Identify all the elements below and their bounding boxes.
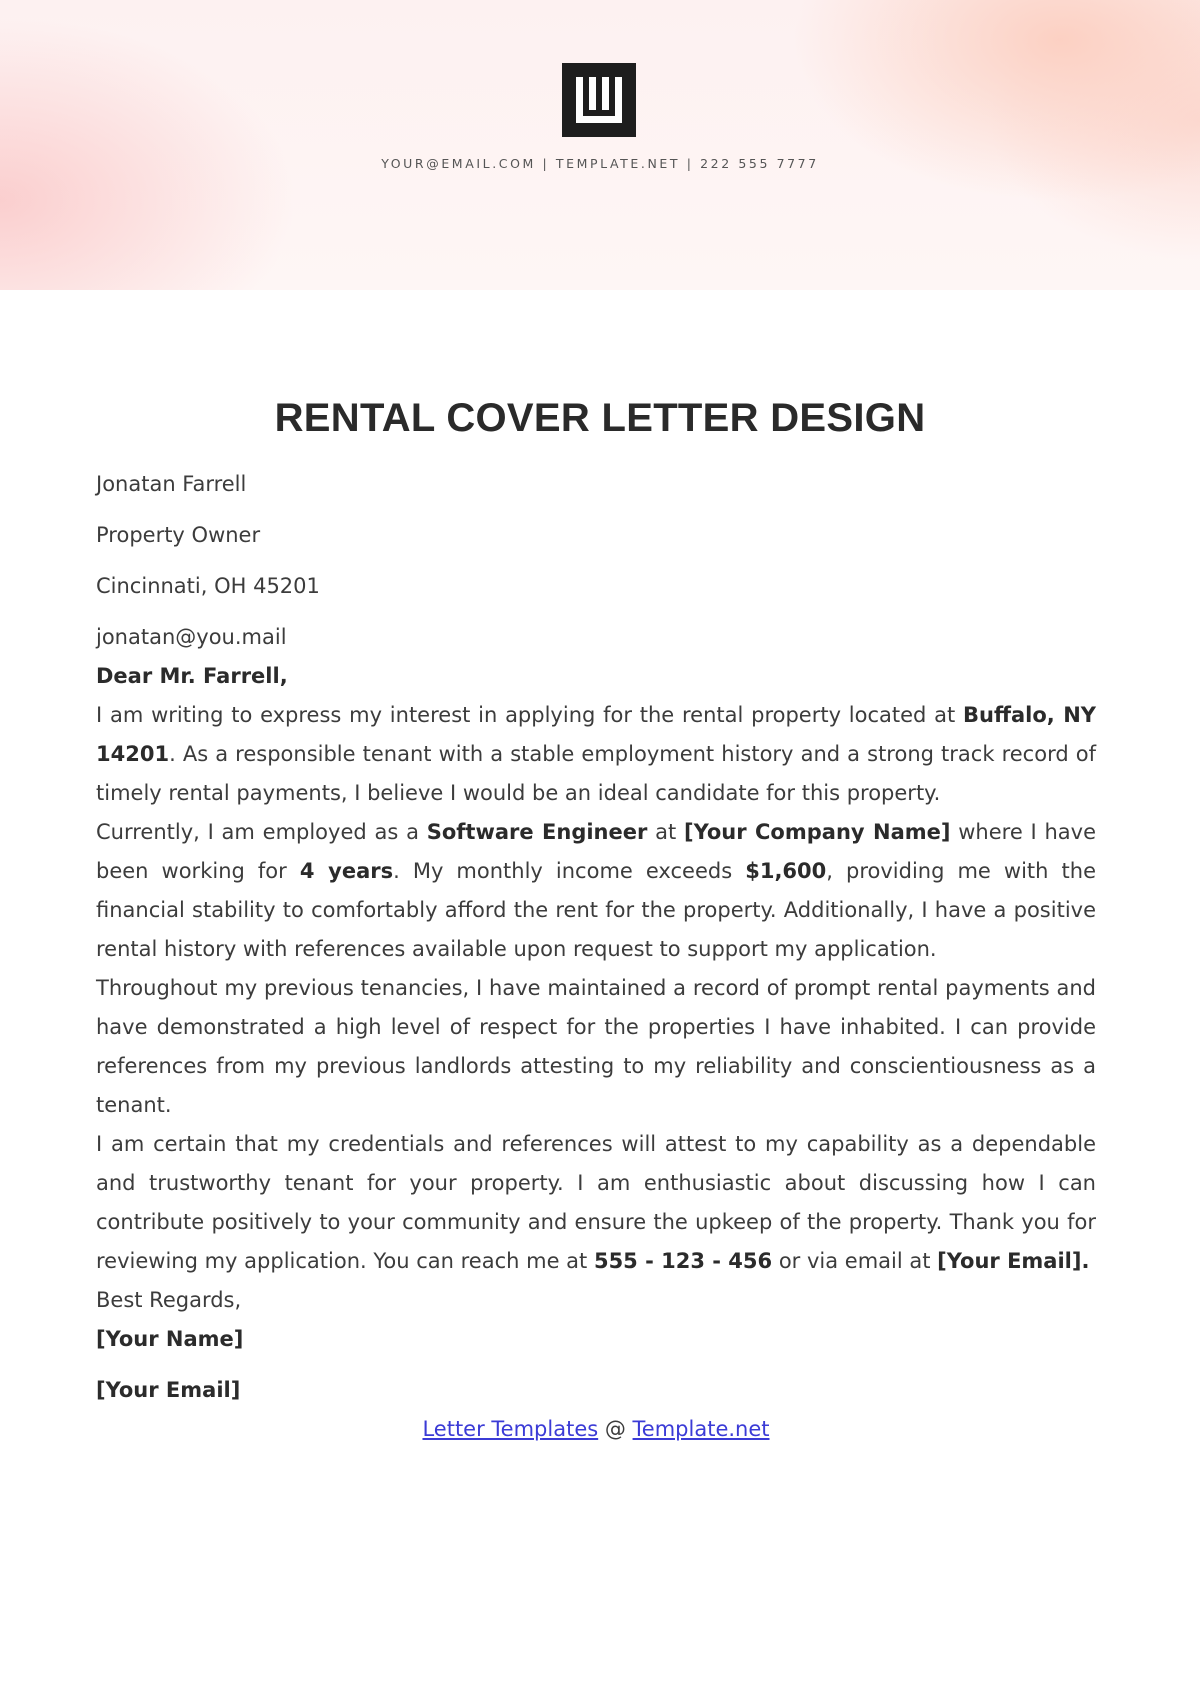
p2-job-title: Software Engineer (426, 820, 648, 844)
p2-income: $1,600 (745, 859, 827, 883)
signature-email: [Your Email] (96, 1378, 241, 1402)
recipient-name: Jonatan Farrell (96, 472, 247, 496)
template-logo-icon (562, 63, 636, 137)
p2-text-5: , providing me with the financial stability to comfortably afford the rent for the property. Additionally, I have a positive rental history with references available upon request to support my application. (96, 859, 1096, 961)
recipient-email: jonatan@you.mail (96, 625, 287, 649)
letter-templates-link[interactable]: Letter Templates (422, 1417, 599, 1441)
signature-name: [Your Name] (96, 1327, 244, 1351)
paragraph-2 (96, 813, 1096, 969)
letter-body (96, 465, 1096, 1449)
p4-text-1: I am certain that my credentials and references will attest to my capability as a dependable and trustworthy tenant for your property. I am enthusiastic about discussing how I can contribute positively to your community and ensure the upkeep of the property. Thank you for reviewing my application. You can reach me at (96, 1132, 1096, 1273)
p1-text-2: . As a responsible tenant with a stable employment history and a strong track record of timely rental payments, I believe I would be an ideal candidate for this property. (96, 742, 1096, 805)
p2-text-3: where I have been working for (96, 820, 1097, 883)
p2-company: [Your Company Name] (684, 820, 951, 844)
header-banner (0, 0, 1200, 290)
p2-text-4: . My monthly income exceeds (393, 859, 746, 883)
contact-line: YOUR@EMAIL.COM | TEMPLATE.NET | 222 555 7777 (381, 156, 819, 171)
template-net-link[interactable]: Template.net (632, 1417, 770, 1441)
p2-years: 4 years (299, 859, 394, 883)
paragraph-1 (96, 696, 1096, 813)
salutation: Dear Mr. Farrell, (96, 664, 288, 688)
page-title: RENTAL COVER LETTER DESIGN (274, 396, 926, 440)
p2-text-1: Currently, I am employed as a (96, 820, 427, 844)
recipient-role: Property Owner (96, 523, 261, 547)
paragraph-3: Throughout my previous tenancies, I have maintained a record of prompt rental payments and have demonstrated a high level of respect for the properties I have inhabited. I can provide references from my previous landlords attesting to my reliability and conscientiousness as a tenant. (96, 976, 1096, 1117)
footer-separator: @ (598, 1417, 633, 1441)
p1-text-1: I am writing to express my interest in applying for the rental property located at (96, 703, 964, 727)
p2-text-2: at (647, 820, 684, 844)
recipient-city: Cincinnati, OH 45201 (96, 574, 320, 598)
paragraph-4 (96, 1125, 1096, 1281)
p4-phone: 555 - 123 - 456 (593, 1249, 773, 1273)
footer-links (96, 1410, 1096, 1449)
closing: Best Regards, (96, 1288, 242, 1312)
p1-address: Buffalo, NY 14201 (96, 703, 1096, 766)
p4-text-2: or via email at (772, 1249, 938, 1273)
p4-email: [Your Email]. (937, 1249, 1090, 1273)
